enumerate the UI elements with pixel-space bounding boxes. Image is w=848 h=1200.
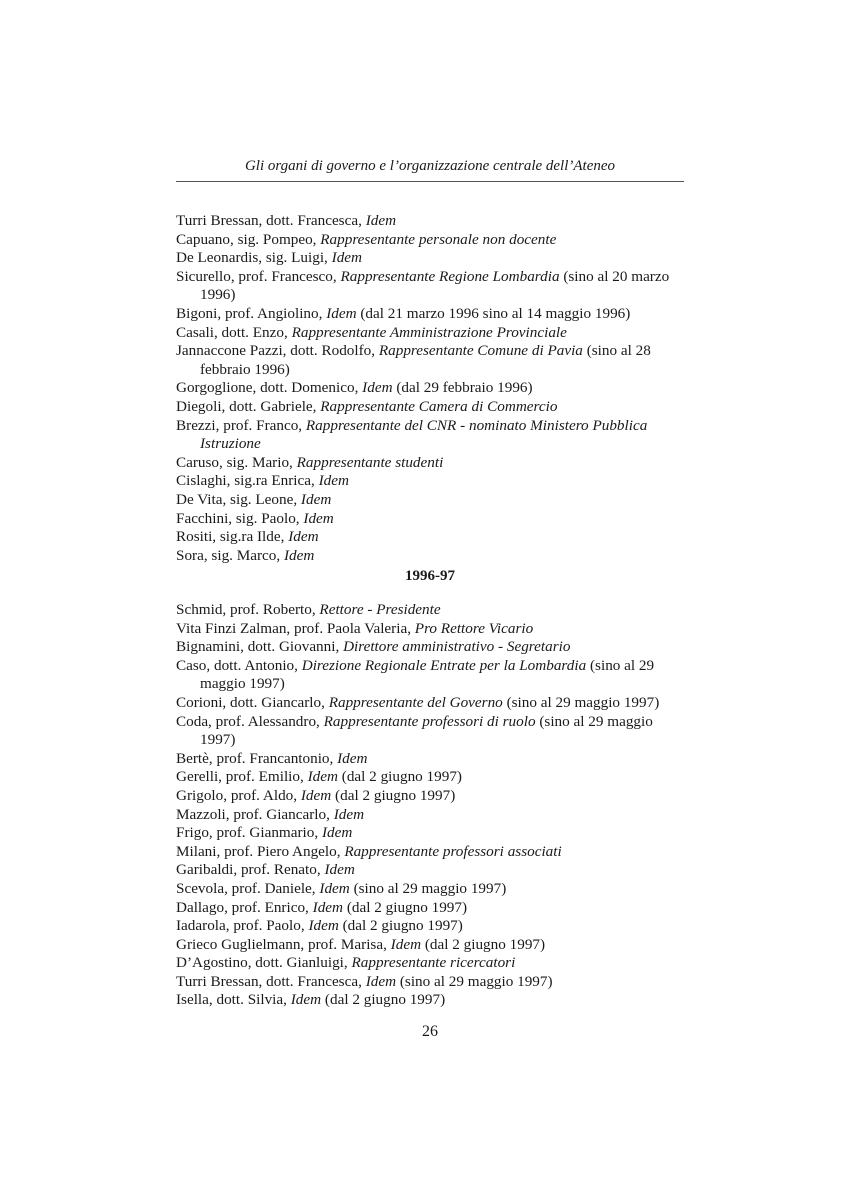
member-role: Idem bbox=[365, 212, 397, 229]
member-role: Rappresentante Amministrazione Provinciale bbox=[291, 323, 567, 341]
list-item bbox=[176, 899, 686, 918]
member-name: Bignamini, dott. Giovanni, bbox=[176, 638, 344, 656]
member-term-note: (sino al 28 febbraio 1996) bbox=[200, 342, 651, 378]
member-name: Jannaccone Pazzi, dott. Rodolfo, bbox=[176, 342, 379, 360]
list-item bbox=[176, 305, 686, 324]
list-item bbox=[176, 694, 686, 713]
member-role: Rappresentante ricercatori bbox=[351, 954, 516, 972]
member-name: Vita Finzi Zalman, prof. Paola Valeria, bbox=[176, 619, 415, 637]
member-role: Idem bbox=[337, 749, 368, 767]
member-name: D’Agostino, dott. Gianluigi, bbox=[176, 954, 352, 972]
list-item bbox=[176, 472, 686, 491]
list-item bbox=[176, 342, 686, 379]
member-name: Frigo, prof. Gianmario, bbox=[176, 824, 322, 842]
list-item bbox=[176, 806, 686, 825]
member-role: Idem bbox=[331, 249, 363, 267]
member-name: Iadarola, prof. Paolo, bbox=[176, 917, 309, 935]
running-head-rule bbox=[176, 181, 684, 182]
member-role: Idem bbox=[362, 379, 393, 397]
member-name: Turri Bressan, dott. Francesca, bbox=[176, 972, 366, 990]
member-role: Idem bbox=[333, 805, 365, 823]
member-term-note: (dal 21 marzo 1996 sino al 14 maggio 1996) bbox=[356, 304, 631, 322]
member-name: Sicurello, prof. Francesco, bbox=[176, 267, 341, 285]
member-role: Idem bbox=[324, 861, 355, 879]
member-name: Sora, sig. Marco, bbox=[176, 546, 284, 564]
member-role: Rappresentante Comune di Pavia bbox=[378, 342, 583, 360]
member-term-note: (dal 2 giugno 1997) bbox=[343, 898, 468, 916]
member-name: Caso, dott. Antonio, bbox=[176, 656, 302, 674]
member-name: Corioni, dott. Giancarlo, bbox=[176, 693, 329, 711]
list-item bbox=[176, 750, 686, 769]
list-item bbox=[176, 379, 686, 398]
member-role: Idem bbox=[307, 768, 338, 786]
list-item bbox=[176, 824, 686, 843]
member-term-note: (dal 2 giugno 1997) bbox=[421, 935, 546, 953]
list-item bbox=[176, 843, 686, 862]
member-name: Cislaghi, sig.ra Enrica, bbox=[176, 472, 319, 490]
member-role: Idem bbox=[283, 546, 315, 564]
member-name: Grigolo, prof. Aldo, bbox=[176, 786, 301, 804]
list-item bbox=[176, 454, 686, 473]
list-item bbox=[176, 954, 686, 973]
member-role: Rappresentante Camera di Commercio bbox=[320, 397, 558, 415]
section-heading: 1996-97 bbox=[405, 568, 455, 584]
member-role: Idem bbox=[326, 304, 357, 322]
member-role: Idem bbox=[288, 528, 319, 546]
member-term-note: (sino al 29 maggio 1997) bbox=[502, 693, 660, 711]
list-item bbox=[176, 991, 686, 1010]
member-name: Bigoni, prof. Angiolino, bbox=[176, 304, 327, 322]
member-term-note: (dal 2 giugno 1997) bbox=[321, 991, 446, 1009]
member-role: Rappresentante del CNR - nominato Ministero Pubblica Istruzione bbox=[200, 416, 648, 453]
member-term-note: (dal 2 giugno 1997) bbox=[337, 768, 462, 786]
member-role: Rettore - Presidente bbox=[319, 601, 441, 618]
member-term-note: (sino al 29 maggio 1997) bbox=[200, 712, 653, 749]
list-item bbox=[176, 547, 686, 566]
member-name: Diegoli, dott. Gabriele, bbox=[176, 397, 321, 415]
member-list-1995-96 bbox=[176, 212, 686, 565]
list-item bbox=[176, 657, 686, 694]
member-name: Scevola, prof. Daniele, bbox=[176, 879, 320, 897]
member-term-note: (sino al 20 marzo 1996) bbox=[200, 267, 670, 304]
list-item bbox=[176, 917, 686, 936]
member-role: Rappresentante personale non docente bbox=[320, 230, 557, 248]
member-name: Gerelli, prof. Emilio, bbox=[176, 768, 308, 786]
list-item bbox=[176, 638, 686, 657]
member-role: Idem bbox=[318, 472, 349, 490]
member-name: Milani, prof. Piero Angelo, bbox=[176, 842, 345, 860]
member-term-note: (dal 2 giugno 1997) bbox=[338, 917, 463, 935]
member-role: Idem bbox=[290, 991, 322, 1009]
member-role: Rappresentante studenti bbox=[296, 453, 444, 471]
member-name: De Vita, sig. Leone, bbox=[176, 490, 301, 508]
member-role: Direzione Regionale Entrate per la Lombardia bbox=[301, 656, 587, 674]
list-item bbox=[176, 491, 686, 510]
member-name: Turri Bressan, dott. Francesca, bbox=[176, 212, 366, 229]
member-name: Casali, dott. Enzo, bbox=[176, 323, 292, 341]
member-name: Brezzi, prof. Franco, bbox=[176, 416, 306, 434]
member-name: Caruso, sig. Mario, bbox=[176, 453, 297, 471]
member-role: Idem bbox=[319, 879, 350, 897]
member-role: Idem bbox=[365, 972, 397, 990]
member-term-note: (dal 2 giugno 1997) bbox=[331, 786, 456, 804]
member-name: Facchini, sig. Paolo, bbox=[176, 509, 304, 527]
member-role: Idem bbox=[312, 898, 344, 916]
member-name: Dallago, prof. Enrico, bbox=[176, 898, 313, 916]
list-item bbox=[176, 620, 686, 639]
member-name: Coda, prof. Alessandro, bbox=[176, 712, 324, 730]
list-item bbox=[176, 268, 686, 305]
list-item bbox=[176, 510, 686, 529]
list-item bbox=[176, 936, 686, 955]
list-item bbox=[176, 249, 686, 268]
list-item bbox=[176, 528, 686, 547]
member-role: Idem bbox=[300, 490, 332, 508]
member-role: Idem bbox=[308, 917, 339, 935]
member-name: De Leonardis, sig. Luigi, bbox=[176, 249, 332, 267]
list-item bbox=[176, 768, 686, 787]
member-name: Garibaldi, prof. Renato, bbox=[176, 861, 325, 879]
list-item bbox=[176, 231, 686, 250]
member-name: Capuano, sig. Pompeo, bbox=[176, 230, 321, 248]
member-term-note: (sino al 29 maggio 1997) bbox=[349, 879, 507, 897]
member-name: Schmid, prof. Roberto, bbox=[176, 601, 320, 618]
list-item bbox=[176, 398, 686, 417]
member-name: Grieco Guglielmann, prof. Marisa, bbox=[176, 935, 391, 953]
member-list-1996-97 bbox=[176, 601, 686, 1010]
member-role: Rappresentante professori associati bbox=[344, 842, 562, 860]
member-role: Rappresentante del Governo bbox=[328, 693, 503, 711]
member-term-note: (sino al 29 maggio 1997) bbox=[200, 656, 655, 693]
member-name: Mazzoli, prof. Giancarlo, bbox=[176, 805, 334, 823]
member-name: Gorgoglione, dott. Domenico, bbox=[176, 379, 363, 397]
member-role: Idem bbox=[300, 786, 332, 804]
member-role: Direttore amministrativo - Segretario bbox=[343, 638, 571, 656]
member-term-note: (sino al 29 maggio 1997) bbox=[396, 972, 553, 990]
list-item bbox=[176, 973, 686, 992]
member-role: Rappresentante professori di ruolo bbox=[323, 712, 536, 730]
member-role: Idem bbox=[321, 824, 353, 842]
member-term-note: (dal 29 febbraio 1996) bbox=[392, 379, 533, 397]
member-role: Rappresentante Regione Lombardia bbox=[340, 267, 560, 285]
list-item bbox=[176, 212, 686, 231]
running-head: Gli organi di governo e l’organizzazione centrale dell’Ateneo bbox=[244, 158, 616, 174]
list-item bbox=[176, 713, 686, 750]
page-number: 26 bbox=[422, 1023, 438, 1040]
list-item bbox=[176, 880, 686, 899]
member-role: Pro Rettore Vicario bbox=[414, 619, 534, 637]
list-item bbox=[176, 601, 686, 620]
member-name: Isella, dott. Silvia, bbox=[176, 991, 291, 1009]
member-role: Idem bbox=[390, 935, 422, 953]
list-item bbox=[176, 787, 686, 806]
list-item bbox=[176, 417, 686, 454]
member-name: Rositi, sig.ra Ilde, bbox=[176, 528, 289, 546]
list-item bbox=[176, 324, 686, 343]
member-name: Bertè, prof. Francantonio, bbox=[176, 749, 338, 767]
list-item bbox=[176, 861, 686, 880]
member-role: Idem bbox=[303, 509, 334, 527]
